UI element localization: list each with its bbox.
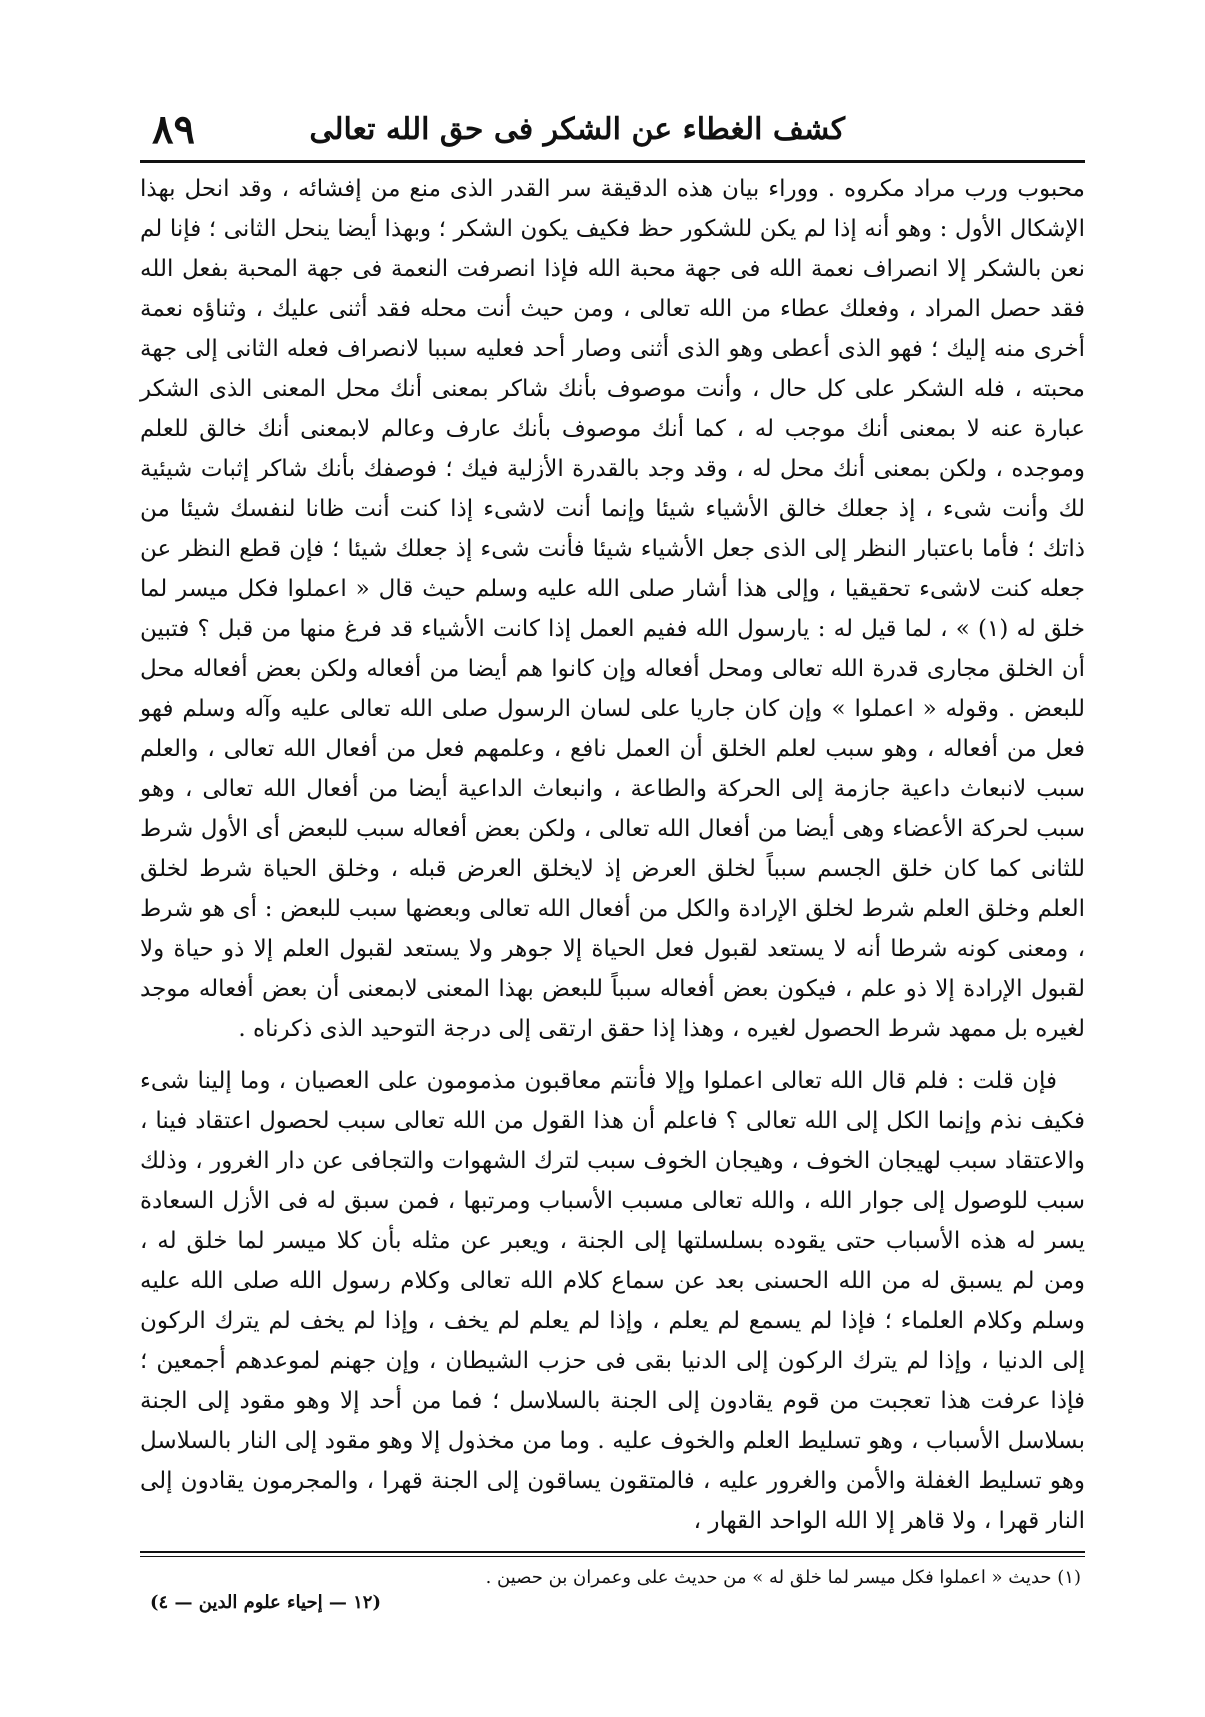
book-page <box>140 100 1085 1680</box>
page-number: ٨٩ <box>152 106 195 153</box>
body-text <box>140 169 1085 1541</box>
signature-mark: (١٢ — إحياء علوم الدين — ٤) <box>150 1592 381 1613</box>
footnote: (١) حديث « اعملوا فكل ميسر لما خلق له » من حديث على وعمران بن حصين . <box>485 1567 1081 1588</box>
paragraph: فإن قلت : فلم قال الله تعالى اعملوا وإلا فأنتم معاقبون مذمومون على العصيان ، وما إلينا شىء فكيف نذم وإنما الكل إلى الله تعالى ؟ فاعلم أن هذا القول من الله تعالى سبب لحصول اعتقاد فينا ، والاعتقاد سبب لهيجان الخوف ، وهيجان الخوف سبب لترك الشهوات والتجافى عن دار الغرور ، وذلك سبب للوصول إلى جوار الله ، والله تعالى مسبب الأسباب ومرتبها ، فمن سبق له فى الأزل السعادة يسر له هذه الأسباب حتى يقوده بسلسلتها إلى الجنة ، ويعبر عن مثله بأن كلا ميسر لما خلق له ، ومن لم يسبق له من الله الحسنى بعد عن سماع كلام الله تعالى وكلام رسول الله صلى الله عليه وسلم وكلام العلماء ؛ فإذا لم يسمع لم يعلم ، وإذا لم يعلم لم يخف ، وإذا لم يخف لم يترك الركون إلى الدنيا ، وإذا لم يترك الركون إلى الدنيا بقى فى حزب الشيطان ، وإن جهنم لموعدهم أجمعين ؛ فإذا عرفت هذا تعجبت من قوم يقادون إلى الجنة بالسلاسل ؛ فما من أحد إلا وهو مقود إلى الجنة بسلاسل الأسباب ، وهو تسليط العلم والخوف عليه . وما من مخذول إلا وهو مقود إلى النار بالسلاسل وهو تسليط الغفلة والأمن والغرور عليه ، فالمتقون يساقون إلى الجنة قهرا ، والمجرمون يقادون إلى النار قهرا ، ولا قاهر إلا الله الواحد القهار ، <box>140 1068 1086 1534</box>
header-rule <box>140 160 1085 163</box>
footnote-rule-thin <box>140 1556 1085 1557</box>
footnote-rule <box>140 1551 1085 1553</box>
page-header <box>140 100 1085 158</box>
running-title: كشف الغطاء عن الشكر فى حق الله تعالى <box>309 112 845 147</box>
paragraph: محبوب ورب مراد مكروه . ووراء بيان هذه الدقيقة سر القدر الذى منع من إفشائه ، وقد انحل بهذا الإشكال الأول : وهو أنه إذا لم يكن للشكور حظ فكيف يكون الشكر ؛ وبهذا أيضا ينحل الثانى ؛ فإنا لم نعن بالشكر إلا انصراف نعمة الله فى جهة محبة الله فإذا انصرفت النعمة فى جهة المحبة بفعل الله فقد حصل المراد ، وفعلك عطاء من الله تعالى ، ومن حيث أنت محله فقد أثنى عليك ، وثناؤه نعمة أخرى منه إليك ؛ فهو الذى أعطى وهو الذى أثنى وصار أحد فعليه سببا لانصراف فعله الثانى إلى جهة محبته ، فله الشكر على كل حال ، وأنت موصوف بأنك شاكر بمعنى أنك محل المعنى الذى الشكر عبارة عنه لا بمعنى أنك موجب له ، كما أنك موصوف بأنك عارف وعالم لابمعنى أنك خالق للعلم وموجده ، ولكن بمعنى أنك محل له ، وقد وجد بالقدرة الأزلية فيك ؛ فوصفك بأنك شاكر إثبات شيئية لك وأنت شىء ، إذ جعلك خالق الأشياء شيئا وإنما أنت لاشىء إذا كنت أنت ظانا لنفسك شيئا من ذاتك ؛ فأما باعتبار النظر إلى الذى جعل الأشياء شيئا فأنت شىء إذ جعلك شيئا ؛ فإن قطع النظر عن جعله كنت لاشىء تحقيقيا ، وإلى هذا أشار صلى الله عليه وسلم حيث قال « اعملوا فكل ميسر لما خلق له (١) » ، لما قيل له : يارسول الله ففيم العمل إذا كانت الأشياء قد فرغ منها من قبل ؟ فتبين أن الخلق مجارى قدرة الله تعالى ومحل أفعاله وإن كانوا هم أيضا من أفعاله ولكن بعض أفعاله محل للبعض . وقوله « اعملوا » وإن كان جاريا على لسان الرسول صلى الله تعالى عليه وآله وسلم فهو فعل من أفعاله ، وهو سبب لعلم الخلق أن العمل نافع ، وعلمهم فعل من أفعال الله تعالى ، والعلم سبب لانبعاث داعية جازمة إلى الحركة والطاعة ، وانبعاث الداعية أيضا من أفعال الله تعالى ، وهو سبب لحركة الأعضاء وهى أيضا من أفعال الله تعالى ، ولكن بعض أفعاله سبب للبعض أى الأول شرط للثانى كما كان خلق الجسم سبباً لخلق العرض إذ لايخلق العرض قبله ، وخلق الحياة شرط لخلق العلم وخلق العلم شرط لخلق الإرادة والكل من أفعال الله تعالى وبعضها سبب للبعض : أى هو شرط ، ومعنى كونه شرطا أنه لا يستعد لقبول فعل الحياة إلا جوهر ولا يستعد لقبول العلم إلا ذو حياة ولا لقبول الإرادة إلا ذو علم ، فيكون بعض أفعاله سبباً للبعض بهذا المعنى لابمعنى أن بعض أفعاله موجد لغيره بل ممهد شرط الحصول لغيره ، وهذا إذا حقق ارتقى إلى درجة التوحيد الذى ذكرناه . <box>140 176 1085 1042</box>
